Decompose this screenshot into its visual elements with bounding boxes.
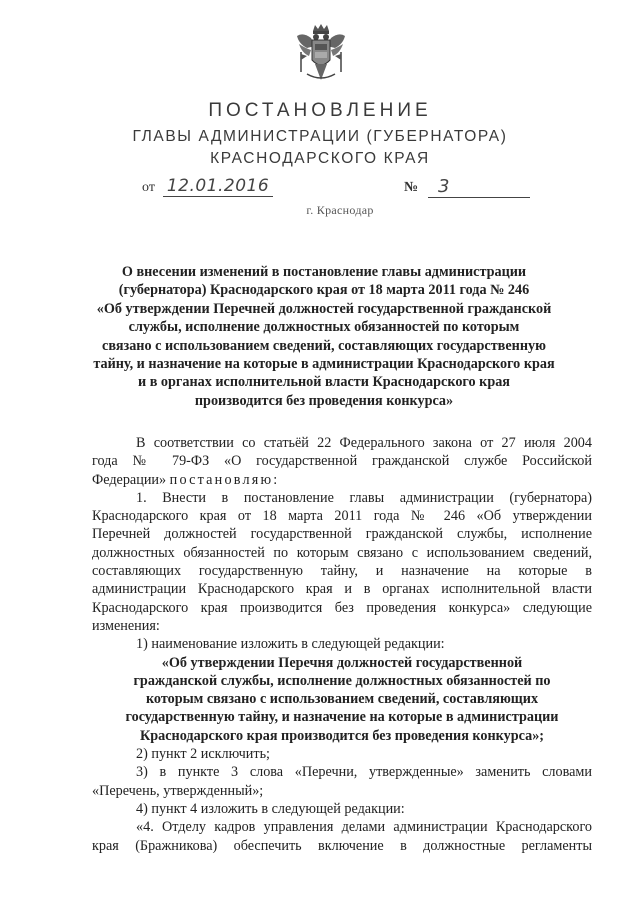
- heading-line: связано с использованием сведений, составляющих государственную: [102, 337, 546, 354]
- document-number: 3: [428, 176, 530, 198]
- issuer-line-2: КРАСНОДАРСКОГО КРАЯ: [210, 150, 430, 167]
- body-line: администрации Краснодарского края и в органах исполнительной власти: [92, 581, 592, 598]
- body-line: Перечней должностей государственной гражданской службы, исполнение: [92, 526, 592, 543]
- document-body: [92, 434, 592, 855]
- body-line: 3) в пункте 3 слова «Перечни, утвержденные» заменить словами: [136, 764, 592, 781]
- quoted-title-line: государственную тайну, и назначение на которые в администрации: [125, 709, 559, 726]
- heading-line: (губернатора) Краснодарского края от 18 марта 2011 года № 246: [118, 282, 530, 299]
- heading-line: производится без проведения конкурса»: [194, 392, 454, 409]
- body-line: [92, 471, 592, 489]
- quoted-title-line: гражданской службы, исполнение должностных обязанностей по: [133, 672, 551, 689]
- number-label: №: [404, 180, 419, 195]
- body-line: Краснодарского края от 18 марта 2011 года № 246 «Об утверждении: [92, 508, 592, 525]
- body-line: края (Бражникова) обеспечить включение в должностные регламенты: [92, 837, 592, 854]
- heading-line: О внесении изменений в постановление главы администрации: [121, 264, 527, 280]
- body-line: 1) наименование изложить в следующей редакции:: [136, 636, 445, 653]
- quoted-title-line: которым связано с использованием сведений, составляющих: [145, 691, 539, 708]
- body-line: 4) пункт 4 изложить в следующей редакции:: [136, 800, 405, 817]
- heading-line: тайну, и назначение на которые в администрации Краснодарского края: [93, 356, 555, 373]
- body-line: изменения:: [92, 617, 160, 634]
- issuer-line-1: ГЛАВЫ АДМИНИСТРАЦИИ (ГУБЕРНАТОРА): [132, 128, 508, 145]
- resolve-keyword: постановляю:: [169, 471, 280, 488]
- body-line: В соответствии со статьёй 22 Федерального закона от 27 июля 2004: [136, 435, 592, 451]
- body-text: Федерации»: [92, 471, 170, 488]
- quoted-title-line: «Об утверждении Перечня должностей государственной: [161, 654, 523, 671]
- heading-line: службы, исполнение должностных обязанностей по которым: [128, 319, 520, 336]
- body-line: 2) пункт 2 исключить;: [136, 746, 270, 763]
- city-label: г. Краснодар: [306, 203, 374, 217]
- body-line: 1. Внести в постановление главы администрации (губернатора): [136, 489, 592, 506]
- body-line: «Перечень, утвержденный»;: [92, 782, 264, 799]
- body-line: Краснодарского края производится без проведения конкурса» следующие: [92, 599, 592, 616]
- body-line: года № 79-ФЗ «О государственной гражданской службе Российской: [92, 453, 592, 470]
- document-heading: [84, 263, 564, 410]
- date-value: 12.01.2016: [163, 176, 273, 197]
- body-line: составляющих государственную тайну, и назначение на которые в: [92, 563, 592, 580]
- quoted-title-line: Краснодарского края производится без проведения конкурса»;: [139, 727, 545, 744]
- coat-of-arms-emblem: [293, 22, 349, 84]
- date-label: от: [142, 180, 155, 195]
- body-line: «4. Отделу кадров управления делами администрации Краснодарского: [136, 819, 592, 836]
- document-type-title: ПОСТАНОВЛЕНИЕ: [208, 100, 432, 121]
- heading-line: «Об утверждении Перечней должностей государственной гражданской: [96, 300, 552, 317]
- body-line: должностных обязанностей по которым связано с использованием сведений,: [92, 544, 592, 561]
- heading-line: и в органах исполнительной власти Краснодарского края: [138, 374, 510, 391]
